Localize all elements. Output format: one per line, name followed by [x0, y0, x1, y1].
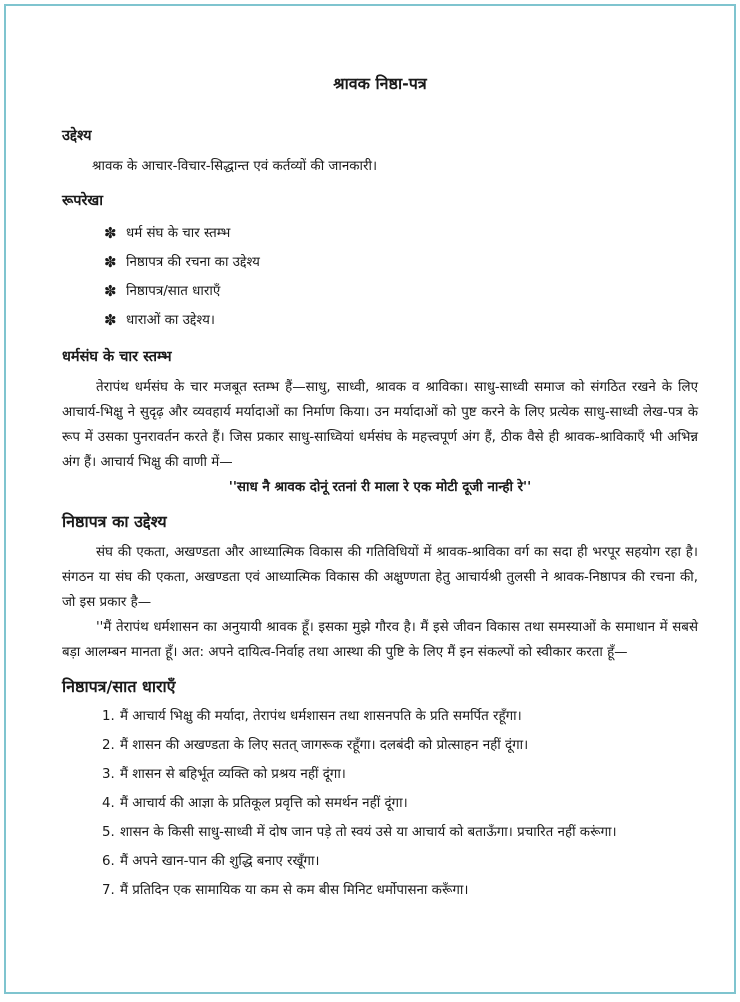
asterisk-icon: ✽ [104, 311, 117, 329]
outline-item-label: धर्म संघ के चार स्तम्भ [126, 226, 231, 241]
clause-number: 6. [102, 854, 115, 869]
list-item [104, 277, 698, 306]
clause-text: मैं शासन की अखण्डता के लिए सतत् जागरूक रहूँगा। दलबंदी को प्रोत्साहन नहीं दूंगा। [120, 738, 529, 753]
outline-item-label: निष्ठापत्र/सात धाराएँ [126, 284, 221, 299]
clause-text: मैं अपने खान-पान की शुद्धि बनाए रखूँगा। [120, 854, 320, 869]
pledge-paragraph: ''मैं तेरापंथ धर्मशासन का अनुयायी श्रावक हूँ। इसका मुझे गौरव है। मैं इसे जीवन विकास तथा समस्याओं के समाधान में सबसे बड़ा आलम्बन मानता हूँ। अत: अपने दायित्व-निर्वाह तथा आस्था की पुष्टि के लिए मैं इन संकल्पों को स्वीकार करता हूँ— [62, 620, 698, 660]
pillars-heading: धर्मसंघ के चार स्तम्भ [62, 349, 172, 365]
list-item [102, 763, 698, 787]
objective-heading: उद्देश्य [62, 128, 92, 144]
document-page [4, 4, 736, 994]
outline-item-label: निष्ठापत्र की रचना का उद्देश्य [126, 255, 260, 270]
page-title: श्रावक निष्ठा-पत्र [333, 74, 427, 93]
list-item [102, 850, 698, 874]
outline-list [62, 219, 698, 335]
outline-item-label: धाराओं का उद्देश्य। [126, 313, 215, 328]
list-item [102, 734, 698, 758]
clause-number: 5. [102, 825, 115, 840]
bhikshu-quote: ''साध नै श्रावक दोनूं रतनां री माला रे एक मोटी दूजी नान्ही रे'' [228, 480, 532, 495]
clause-text: मैं शासन से बहिर्भूत व्यक्ति को प्रश्रय नहीं दूंगा। [120, 767, 346, 782]
clause-text: मैं आचार्य की आज्ञा के प्रतिकूल प्रवृत्ति को समर्थन नहीं दूंगा। [120, 796, 408, 811]
objective-text: श्रावक के आचार-विचार-सिद्धान्त एवं कर्तव्यों की जानकारी। [92, 159, 378, 174]
list-item [104, 219, 698, 248]
clause-number: 1. [102, 709, 115, 724]
asterisk-icon: ✽ [104, 224, 117, 242]
list-item [102, 792, 698, 816]
document-content [62, 72, 698, 908]
clause-text: मैं आचार्य भिक्षु की मर्यादा, तेरापंथ धर्मशासन तथा शासनपति के प्रति समर्पित रहूँगा। [120, 709, 522, 724]
clauses-heading: निष्ठापत्र/सात धाराएँ [62, 677, 176, 696]
purpose-heading: निष्ठापत्र का उद्देश्य [62, 512, 167, 531]
clause-text: मैं प्रतिदिन एक सामायिक या कम से कम बीस मिनिट धर्मोपासना करूँगा। [120, 883, 469, 898]
list-item [102, 705, 698, 729]
clause-number: 2. [102, 738, 115, 753]
clause-number: 4. [102, 796, 115, 811]
list-item [104, 306, 698, 335]
outline-heading: रूपरेखा [62, 193, 104, 209]
list-item [102, 879, 698, 903]
clause-text: शासन के किसी साधु-साध्वी में दोष जान पड़े तो स्वयं उसे या आचार्य को बताऊँगा। प्रचारित नहीं करूंगा। [120, 825, 617, 840]
asterisk-icon: ✽ [104, 253, 117, 271]
clause-number: 3. [102, 767, 115, 782]
pillars-paragraph: तेरापंथ धर्मसंघ के चार मजबूत स्तम्भ हैं—साधु, साध्वी, श्रावक व श्राविका। साधु-साध्वी समाज को संगठित रखने के लिए आचार्य-भिक्षु ने सुदृढ़ और व्यवहार्य मर्यादाओं का निर्माण किया। उन मर्यादाओं को पुष्ट करने के लिए प्रत्येक साधु-साध्वी लेख-पत्र के रूप में उसका पुनरावर्तन करते हैं। जिस प्रकार साधु-साध्वियां धर्मसंघ के महत्त्वपूर्ण अंग हैं, ठीक वैसे ही श्रावक-श्राविकाएँ भी अभिन्न अंग हैं। आचार्य भिक्षु की वाणी में— [62, 380, 698, 470]
clauses-list [62, 705, 698, 903]
clause-number: 7. [102, 883, 115, 898]
asterisk-icon: ✽ [104, 282, 117, 300]
list-item [102, 821, 698, 845]
purpose-paragraph: संघ की एकता, अखण्डता और आध्यात्मिक विकास की गतिविधियों में श्रावक-श्राविका वर्ग का सदा ही भरपूर सहयोग रहा है। संगठन या संघ की एकता, अखण्डता एवं आध्यात्मिक विकास की अक्षुण्णता हेतु आचार्यश्री तुलसी ने श्रावक-निष्ठापत्र की रचना की, जो इस प्रकार है— [62, 545, 698, 610]
list-item [104, 248, 698, 277]
